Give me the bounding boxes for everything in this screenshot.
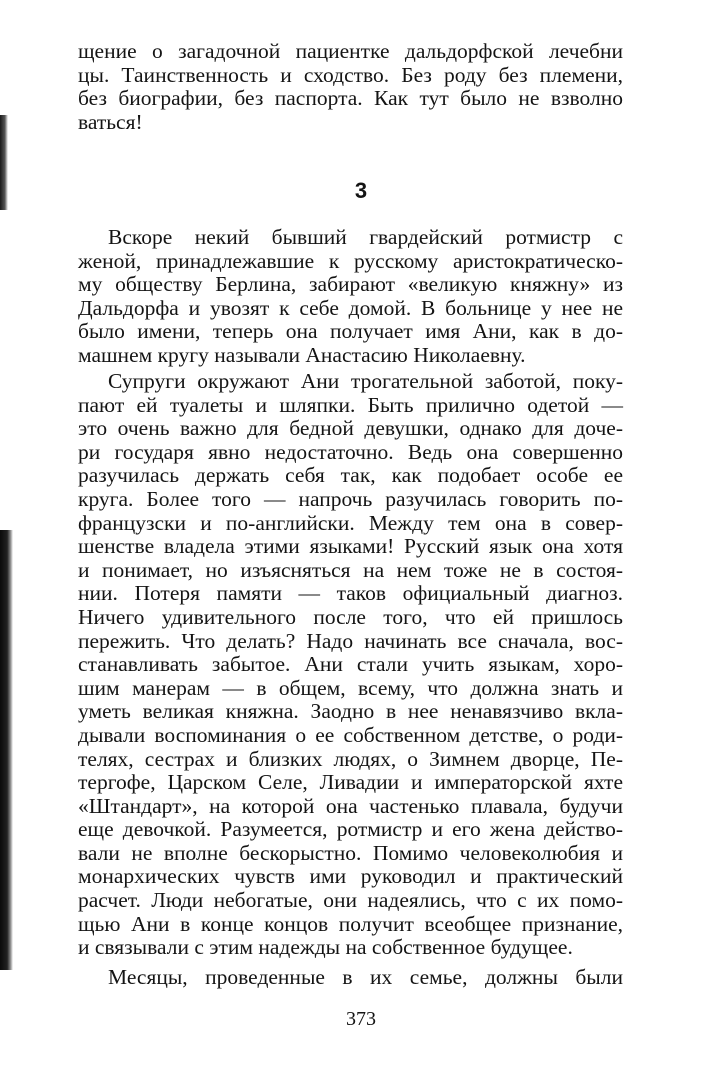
paragraph	[78, 370, 623, 960]
text-line: щью Ани в конце концов получит всеобщее признание,	[78, 911, 623, 936]
scan-shadow-edge	[0, 530, 13, 970]
text-line: еще девочкой. Разумеется, ротмистр и его жена действо-	[78, 817, 623, 842]
text-line: шенстве владела этими языками! Русский язык она хотя	[78, 534, 623, 559]
text-line: разучилась держать себя так, как подобает особе ее	[78, 463, 623, 488]
text-line: му обществу Берлина, забирают «великую княжну» из	[78, 272, 623, 297]
text-line: нии. Потеря памяти — таков официальный диагноз.	[78, 581, 623, 606]
text-line: «Штандарт», на которой она частенько плавала, будучи	[78, 793, 623, 818]
text-line: круга. Более того — напрочь разучилась говорить по-	[78, 486, 623, 511]
text-line: Дальдорфа и увозят к себе домой. В больнице у нее не	[78, 295, 623, 320]
text-line: и связывали с этим надежды на собственное будущее.	[78, 935, 573, 960]
continued-paragraph	[78, 40, 623, 134]
text-line: ваться!	[78, 109, 143, 134]
text-line: щение о загадочной пациентке дальдорфской лечебни	[78, 39, 623, 63]
text-line: дывали воспоминания о ее собственном детстве, о роди-	[78, 722, 623, 747]
text-line: тергофе, Царском Селе, Ливадии и императорской яхте	[78, 770, 623, 795]
text-line: телях, сестрах и близких людях, о Зимнем дворце, Пе-	[78, 746, 623, 771]
text-line: Супруги окружают Ани трогательной заботой, поку-	[108, 369, 623, 393]
text-line: это очень важно для бедной девушки, однако для доче-	[78, 416, 623, 441]
text-line: шим манерам — в общем, всему, что должна знать и	[78, 675, 623, 700]
text-line: машнем кругу называли Анастасию Николаевну.	[78, 342, 526, 367]
text-line: и понимает, но изъясняться на нем тоже не в состоя-	[78, 557, 623, 582]
text-line: станавливать забытое. Ани стали учить языкам, хоро-	[78, 652, 623, 677]
text-line: уметь великая княжна. Заодно в нее ненавязчиво вкла-	[78, 699, 623, 724]
text-line: цы. Таинственность и сходство. Без роду без племени,	[78, 62, 623, 87]
text-line: пают ей туалеты и шляпки. Быть прилично одетой —	[78, 392, 623, 417]
text-line: пережить. Что делать? Надо начинать все сначала, вос-	[78, 628, 623, 653]
paragraph	[78, 226, 623, 368]
paragraph	[78, 966, 623, 990]
text-line: было имени, теперь она получает имя Ани, как в до-	[78, 319, 623, 344]
text-line: расчет. Люди небогатые, они надеялись, что с их помо-	[78, 888, 623, 913]
text-line: Месяцы, проведенные в их семье, должны были	[108, 965, 623, 989]
text-line: женой, принадлежавшие к русскому аристократическо-	[78, 248, 623, 273]
chapter-number: 3	[354, 178, 368, 203]
text-line: французски и по-английски. Между тем она в совер-	[78, 510, 623, 535]
text-line: без биографии, без паспорта. Как тут было не взволно	[78, 86, 623, 111]
text-line: вали не вполне бескорыстно. Помимо человеколюбия и	[78, 840, 623, 865]
text-line: Вскоре некий бывший гвардейский ротмистр с	[108, 225, 623, 249]
text-line: монархических чувств ими руководил и практический	[78, 864, 623, 889]
page-number: 373	[346, 1008, 376, 1030]
text-line: Ничего удивительного после того, что ей пришлось	[78, 604, 623, 629]
text-line: ри государя явно недостаточно. Ведь она совершенно	[78, 439, 623, 464]
